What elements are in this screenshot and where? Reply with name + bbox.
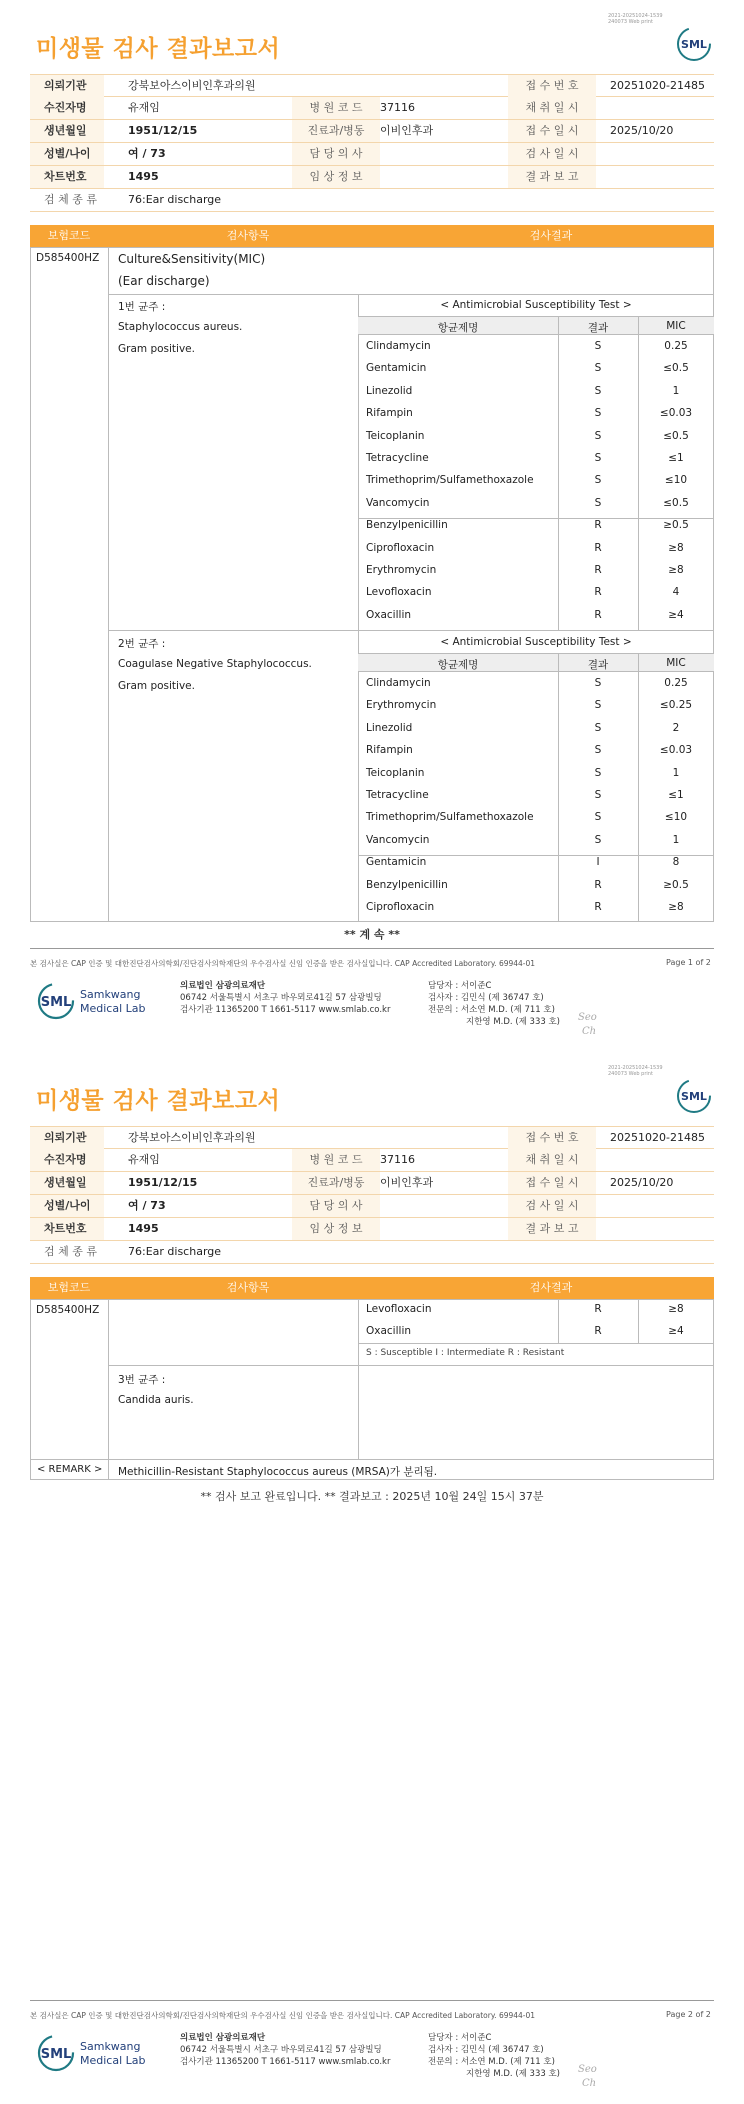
sml-logo	[676, 1078, 712, 1114]
svg-text:SML: SML	[40, 995, 72, 1010]
drug-result: S	[594, 384, 602, 397]
report-title: 미생물 검사 결과보고서	[36, 36, 281, 62]
svg-text:SML: SML	[40, 2047, 72, 2062]
drug-mic: ≤0.25	[659, 699, 693, 712]
drug-mic: 8	[672, 856, 680, 869]
drug-result: S	[594, 766, 602, 779]
drug-mic: ≤0.03	[659, 407, 693, 420]
drug-name: Oxacillin	[366, 1325, 412, 1337]
drug-name: Vancomycin	[366, 833, 430, 846]
drug-result: S	[594, 833, 602, 846]
drug-name: Rifampin	[366, 407, 413, 420]
signature-2: Ch	[582, 2078, 597, 2089]
drug-result: S	[594, 677, 602, 689]
svg-text:Medical Lab: Medical Lab	[80, 2054, 146, 2067]
insurance-code: D585400HZ	[36, 1304, 100, 1316]
samkwang-logo	[36, 978, 156, 1024]
result-table-header: 보험코드 검사항목 검사결과	[30, 225, 714, 247]
drug-mic: ≤0.5	[663, 429, 689, 442]
drug-mic: 0.25	[664, 677, 688, 689]
drug-result: R	[594, 1325, 602, 1337]
drug-name: Linezolid	[366, 384, 413, 397]
drug-name: Vancomycin	[366, 496, 430, 509]
info-row-specimen: 검 체 종 류 76:Ear discharge	[30, 189, 714, 212]
organism-2-name: Coagulase Negative Staphylococcus.	[118, 658, 312, 670]
drug-mic: ≥4	[668, 608, 684, 621]
drug-mic: ≤0.5	[663, 362, 689, 375]
drug-result: R	[594, 564, 602, 576]
drug-result: S	[594, 721, 602, 734]
drug-result: R	[594, 519, 602, 532]
remark-text: Methicillin-Resistant Staphylococcus aureus (MRSA)가 분리됨.	[118, 1466, 438, 1478]
drug-mic: 1	[672, 384, 680, 397]
lab-info: 의료법인 삼광의료재단 06742 서울특별시 서초구 바우뫼로41길 57 삼광빌딩 검사기관 11365200 T 1661-5117 www.smlab.co.kr	[180, 2033, 391, 2067]
sml-logo	[676, 26, 712, 62]
drug-name: Clindamycin	[366, 677, 431, 689]
organism-1-ast-title: < Antimicrobial Susceptibility Test >	[440, 299, 632, 311]
drug-result: S	[594, 429, 602, 442]
page-number: Page 1 of 2	[666, 958, 711, 967]
info-row-chart: 차트번호 1495 임 상 정 보 결 과 보 고	[30, 166, 714, 189]
drug-mic: ≤0.5	[663, 496, 689, 509]
report-complete-notice: ** 검사 보고 완료입니다. ** 결과보고 : 2025년 10월 24일 15시 37분	[200, 1490, 544, 1503]
drug-result: S	[594, 811, 602, 824]
info-row-institution: 의뢰기관 강북보아스이비인후과의원 접 수 번 호 20251020-21485	[30, 74, 714, 97]
drug-result: S	[594, 452, 602, 464]
drug-mic: ≤1	[668, 452, 684, 464]
drug-result: R	[594, 1303, 602, 1315]
drug-mic: ≤1	[668, 789, 684, 801]
info-row-sex-age: 성별/나이 여 / 73 담 당 의 사 검 사 일 시	[30, 1195, 714, 1218]
drug-mic: ≥0.5	[663, 878, 689, 891]
drug-name: Erythromycin	[366, 699, 437, 712]
organism-1-gram: Gram positive.	[118, 343, 195, 355]
signature-2: Ch	[582, 1026, 597, 1037]
drug-name: Levofloxacin	[366, 586, 432, 599]
drug-mic: ≤10	[664, 474, 688, 487]
info-row-specimen: 검 체 종 류 76:Ear discharge	[30, 1241, 714, 1264]
drug-mic: 1	[672, 766, 680, 779]
report-page-2	[0, 1052, 744, 2104]
drug-name: Oxacillin	[366, 608, 412, 621]
drug-mic: ≤10	[664, 811, 688, 824]
drug-name: Erythromycin	[366, 564, 437, 576]
drug-mic: 4	[672, 586, 680, 599]
continue-notice: ** 계 속 **	[344, 928, 400, 941]
drug-result: R	[594, 608, 602, 621]
drug-mic: ≥8	[668, 901, 684, 913]
drug-result: S	[594, 789, 602, 801]
report-page-1: 2021-20251024-1539 240073 Web print 미생물 검사 결과보고서 SML 의뢰기관 강북보아스이비인후과의원 접 수 번 호 20251020-21485 수진자명 유재임 병 원 코 드 37116 채 취 일 시 생년월일 1951/12/15 진료과/병동 이비인후과 접 수 일 시 2025/10/20 성별/나이 여 / 73 담 당 의 사 검 사 일 시 차트번호 1495 임 상 정 보 결 과 보 고 검 체 종 류 76:Ear discharge 보험코드 검사항목 검사결과 D585400HZ Culture&Sensitivity(MIC) (Ear discharge) 1번 균주 : Staphylococcus aureus. Gram positive. < Antimicrobial Susceptibility Test > 항균제명 결과 MIC Clindamycin S 0.25 Gentamicin S ≤0.5 Linezolid S 1 Rifampin S ≤0.03 Teicoplanin S ≤0.5 Tetracycline S ≤1 Trimethoprim/Sulfamethoxazole S ≤10 Vancomycin S ≤0.5 Benzylpenicillin R ≥0.5 Ciprofloxacin R ≥8 Erythromycin R ≥8 Levofloxacin R 4 Oxacillin R ≥4 2번 균주 : Coagulase Negative Staphylococcus. Gram positive. < Antimicrobial Susceptibility Test > 항균제명 결과 MIC Clindamycin S 0.25 Erythromycin S ≤0.25 Linezolid S 2 Rifampin S ≤0.03 Teicoplanin S 1 Tetracycline S ≤1 Trimethoprim/Sulfamethoxazole S ≤10 Vancomycin S 1 Gentamicin I 8 Benzylpenicillin R ≥0.5 Ciprofloxacin R ≥8 ** 계 속 ** 본 검사실은 CAP 인증 및 대한진단검사의학회/진단검사의학재단의 우수검사실 신임 인증을 받은 검사실입니다. CAP Accredited Laboratory. 69944-01 Page 1 of 2 SML Samkwang Medical Lab 의료법인 삼광의료재단 06742 서울특별시 서초구 바우뫼로41길 57 삼광빌딩 검사기관 11365200 T 1661-5117 www.smlab.co.kr 담당자 : 서이준C 검사자 : 김민식 (제 36747 호) 전문의 : 서소연 M.D. (제 711 호) 지한영 M.D. (제 333 호) Seo Ch	[0, 0, 744, 1052]
drug-name: Ciprofloxacin	[366, 901, 435, 913]
organism-2-gram: Gram positive.	[118, 680, 195, 692]
organism-2-label: 2번 균주 :	[118, 638, 166, 650]
drug-mic: ≥8	[668, 564, 684, 576]
info-row-dob: 생년월일 1951/12/15 진료과/병동 이비인후과 접 수 일 시 2025/10/20	[30, 1172, 714, 1195]
drug-name: Benzylpenicillin	[366, 519, 448, 532]
drug-name: Gentamicin	[366, 856, 427, 869]
drug-result: R	[594, 586, 602, 599]
result-table-header: 보험코드 검사항목 검사결과	[30, 1277, 714, 1299]
page-number: Page 2 of 2	[666, 2010, 711, 2019]
signature-1: Seo	[578, 2064, 597, 2075]
drug-result: S	[594, 744, 602, 757]
drug-name: Teicoplanin	[366, 766, 425, 779]
print-stamp: 2021-20251024-1539 240073 Web print	[608, 1065, 663, 1077]
drug-mic: ≥8	[668, 541, 684, 554]
info-row-institution: 의뢰기관 강북보아스이비인후과의원 접 수 번 호 20251020-21485	[30, 1126, 714, 1149]
drug-result: S	[594, 362, 602, 375]
test-item-name: Culture&Sensitivity(MIC)	[118, 252, 266, 266]
svg-text:SML: SML	[681, 1090, 707, 1103]
accreditation-note: 본 검사실은 CAP 인증 및 대한진단검사의학회/진단검사의학재단의 우수검사실 신임 인증을 받은 검사실입니다. CAP Accredited Laboratory. 69944-01	[30, 2011, 536, 2020]
info-row-dob: 생년월일 1951/12/15 진료과/병동 이비인후과 접 수 일 시 2025/10/20	[30, 120, 714, 143]
drug-name: Trimethoprim/Sulfamethoxazole	[366, 811, 534, 824]
drug-result: S	[594, 699, 602, 712]
report-title: 미생물 검사 결과보고서	[36, 1088, 281, 1114]
drug-name: Levofloxacin	[366, 1303, 432, 1315]
drug-name: Benzylpenicillin	[366, 878, 448, 891]
drug-result: I	[596, 856, 600, 869]
drug-name: Tetracycline	[366, 452, 429, 464]
drug-name: Rifampin	[366, 744, 413, 757]
print-stamp: 2021-20251024-1539 240073 Web print	[608, 13, 663, 25]
signature-1: Seo	[578, 1012, 597, 1023]
drug-mic: ≤0.03	[659, 744, 693, 757]
drug-mic: ≥0.5	[663, 519, 689, 532]
organism-3-name: Candida auris.	[118, 1394, 194, 1406]
drug-mic: ≥8	[668, 1303, 684, 1315]
info-row-name: 수진자명 유재임 병 원 코 드 37116 채 취 일 시	[30, 97, 714, 120]
staff-info: 담당자 : 서이준C 검사자 : 김민식 (제 36747 호) 전문의 : 서소연 M.D. (제 711 호) 지한영 M.D. (제 333 호)	[428, 981, 561, 1027]
lab-info: 의료법인 삼광의료재단 06742 서울특별시 서초구 바우뫼로41길 57 삼광빌딩 검사기관 11365200 T 1661-5117 www.smlab.co.kr	[180, 981, 391, 1015]
drug-result: R	[594, 901, 602, 913]
info-row-name: 수진자명 유재임 병 원 코 드 37116 채 취 일 시	[30, 1149, 714, 1172]
drug-mic: 2	[672, 721, 680, 734]
drug-mic: 1	[672, 833, 680, 846]
samkwang-logo	[36, 2030, 156, 2076]
test-item-specimen: (Ear discharge)	[118, 274, 210, 288]
svg-text:Samkwang: Samkwang	[80, 988, 141, 1001]
staff-info: 담당자 : 서이준C 검사자 : 김민식 (제 36747 호) 전문의 : 서소연 M.D. (제 711 호) 지한영 M.D. (제 333 호)	[428, 2033, 561, 2079]
info-row-sex-age: 성별/나이 여 / 73 담 당 의 사 검 사 일 시	[30, 143, 714, 166]
drug-result: S	[594, 340, 602, 352]
drug-result: S	[594, 474, 602, 487]
svg-text:Samkwang: Samkwang	[80, 2040, 141, 2053]
accreditation-note: 본 검사실은 CAP 인증 및 대한진단검사의학회/진단검사의학재단의 우수검사실 신임 인증을 받은 검사실입니다. CAP Accredited Laboratory. 69944-01	[30, 959, 536, 968]
organism-3-label: 3번 균주 :	[118, 1374, 166, 1386]
svg-text:Medical Lab: Medical Lab	[80, 1002, 146, 1015]
info-row-chart: 차트번호 1495 임 상 정 보 결 과 보 고	[30, 1218, 714, 1241]
drug-result: R	[594, 878, 602, 891]
organism-1-name: Staphylococcus aureus.	[118, 321, 243, 333]
drug-result: R	[594, 541, 602, 554]
insurance-code: D585400HZ	[36, 252, 100, 264]
drug-name: Gentamicin	[366, 362, 427, 375]
remark-label: < REMARK >	[37, 1464, 103, 1475]
drug-name: Teicoplanin	[366, 429, 425, 442]
ast-legend: S : Susceptible I : Intermediate R : Resistant	[366, 1348, 565, 1358]
svg-text:SML: SML	[681, 38, 707, 51]
drug-mic: 0.25	[664, 340, 688, 352]
drug-name: Trimethoprim/Sulfamethoxazole	[366, 474, 534, 487]
drug-name: Ciprofloxacin	[366, 541, 435, 554]
drug-result: S	[594, 496, 602, 509]
drug-name: Tetracycline	[366, 789, 429, 801]
drug-result: S	[594, 407, 602, 420]
organism-2-ast-title: < Antimicrobial Susceptibility Test >	[440, 636, 632, 648]
drug-mic: ≥4	[668, 1325, 684, 1337]
drug-name: Linezolid	[366, 721, 413, 734]
drug-name: Clindamycin	[366, 340, 431, 352]
organism-1-label: 1번 균주 :	[118, 301, 166, 313]
